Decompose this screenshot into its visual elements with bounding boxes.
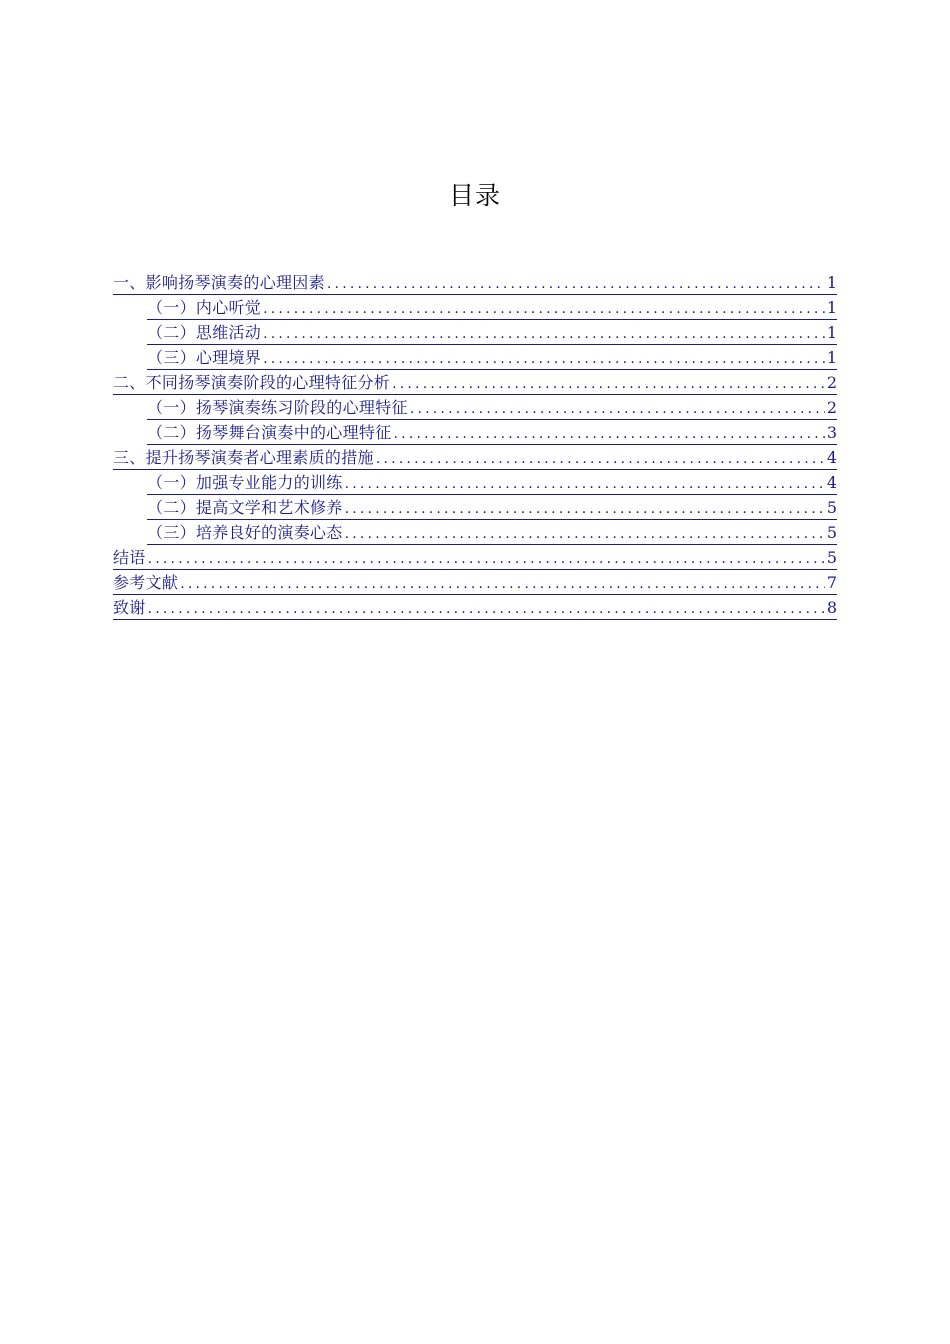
toc-entry[interactable] (113, 370, 837, 395)
toc-entry-label: （一）内心听觉 (147, 298, 262, 317)
toc-entry-label: （二）思维活动 (147, 323, 262, 342)
toc-leader-dots (392, 372, 825, 395)
toc-entry[interactable] (147, 495, 837, 520)
toc-leader-dots (410, 397, 825, 420)
toc-entry-label: 参考文献 (113, 573, 179, 592)
toc-entry[interactable] (113, 445, 837, 470)
toc-leader-dots (327, 272, 825, 295)
toc-entry-label: 三、提升扬琴演奏者心理素质的措施 (113, 448, 374, 467)
toc-entry[interactable] (147, 520, 837, 545)
toc-entry[interactable] (147, 345, 837, 370)
toc-page-number: 1 (826, 348, 837, 367)
toc-entry[interactable] (147, 320, 837, 345)
toc-page-number: 2 (826, 373, 837, 392)
toc-page-number: 5 (826, 498, 837, 517)
toc-leader-dots (263, 297, 825, 320)
toc-page-number: 5 (826, 548, 837, 567)
toc-entry-label: 结语 (113, 548, 146, 567)
toc-leader-dots (148, 597, 825, 620)
toc-page-number: 1 (826, 273, 837, 292)
toc-entry-label: 二、不同扬琴演奏阶段的心理特征分析 (113, 373, 391, 392)
toc-entry[interactable] (113, 545, 837, 570)
toc-entry-label: （三）培养良好的演奏心态 (147, 523, 343, 542)
toc-entry-label: （二）提高文学和艺术修养 (147, 498, 343, 517)
toc-entry-label: 致谢 (113, 598, 146, 617)
toc-leader-dots (180, 572, 825, 595)
toc-entry[interactable] (147, 295, 837, 320)
toc-entry[interactable] (113, 595, 837, 620)
toc-leader-dots (394, 422, 825, 445)
toc-page-number: 4 (826, 473, 837, 492)
toc-entry-label: （一）扬琴演奏练习阶段的心理特征 (147, 398, 408, 417)
toc-leader-dots (345, 497, 825, 520)
toc-entry-label: （一）加强专业能力的训练 (147, 473, 343, 492)
page-title: 目录 (448, 181, 501, 210)
toc-entry[interactable] (147, 470, 837, 495)
toc-page-number: 7 (826, 573, 837, 592)
toc-entry[interactable] (113, 570, 837, 595)
toc-leader-dots (148, 547, 825, 570)
toc-page-number: 8 (826, 598, 837, 617)
toc-page-number: 4 (826, 448, 837, 467)
toc-page-number: 1 (826, 298, 837, 317)
toc-page-number: 5 (826, 523, 837, 542)
toc-entry[interactable] (147, 420, 837, 445)
toc-entry[interactable] (113, 270, 837, 295)
toc-leader-dots (263, 322, 825, 345)
toc-entry-label: 一、影响扬琴演奏的心理因素 (113, 273, 325, 292)
toc-entry[interactable] (147, 395, 837, 420)
toc-entry-label: （三）心理境界 (147, 348, 262, 367)
toc-entry-label: （二）扬琴舞台演奏中的心理特征 (147, 423, 392, 442)
toc-leader-dots (263, 347, 825, 370)
table-of-contents (113, 270, 837, 620)
toc-leader-dots (345, 472, 825, 495)
toc-page-number: 1 (826, 323, 837, 342)
toc-page-number: 2 (826, 398, 837, 417)
toc-leader-dots (376, 447, 825, 470)
toc-page-number: 3 (826, 423, 837, 442)
toc-leader-dots (345, 522, 825, 545)
